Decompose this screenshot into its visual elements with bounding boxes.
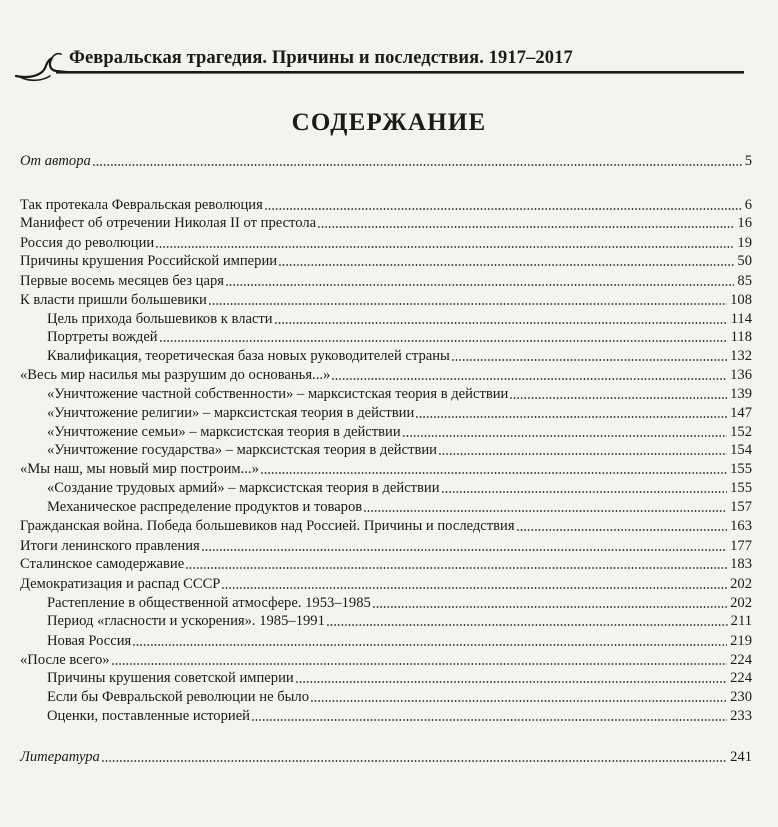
toc-entry-title: Оценки, поставленные историей [47,708,250,724]
toc-entry-page: 136 [730,367,752,383]
toc-entry [47,310,752,328]
toc-entry-title: «Создание трудовых армий» – марксистская теория в действии [47,480,440,496]
dot-leader [452,352,727,362]
table-of-contents [20,0,752,827]
toc-entry-page: 118 [730,329,752,345]
dot-leader [202,542,727,552]
toc-entry-page: 211 [730,613,752,629]
toc-entry [47,347,752,365]
dot-leader [442,484,728,494]
toc-entry-page: 224 [730,670,752,686]
dot-leader [261,465,727,475]
toc-entry-title: Портреты вождей [47,329,158,345]
toc-entry-title: Литература [20,749,100,765]
toc-entry-title: К власти пришли большевики [20,292,207,308]
toc-entry-title: Россия до революции [20,235,155,251]
dot-leader [160,333,728,343]
toc-entry-title: «После всего» [20,652,110,668]
toc-entry-page: 19 [737,235,752,251]
toc-entry-title: «Мы наш, мы новый мир построим...» [20,461,259,477]
dot-leader [364,503,727,513]
toc-entry-title: Причины крушения советской империи [47,670,294,686]
toc-title: СОДЕРЖАНИЕ [291,109,487,136]
toc-entry [20,517,752,535]
toc-entry-page: 114 [730,311,752,327]
toc-entry-title: Сталинское самодержавие [20,556,185,572]
toc-entry [47,385,752,403]
toc-entry [47,669,752,687]
toc-entry [47,441,752,459]
toc-entry [20,460,752,478]
dot-leader [311,693,727,703]
toc-entry [20,196,752,214]
dot-leader [222,580,727,590]
toc-entry-title: Если бы Февральской революции не было [47,689,310,705]
toc-entry-page: 155 [730,480,752,496]
toc-entry-title: «Уничтожение семьи» – марксистская теория в действии [47,424,401,440]
toc-entry-title: Итоги ленинского правления [20,538,200,554]
dot-leader [327,617,728,627]
toc-entry-title: Растепление в общественной атмосфере. 1953–1985 [47,595,371,611]
toc-entry-page: 157 [730,499,752,515]
toc-entry [47,328,752,346]
toc-entry [47,404,752,422]
toc-entry-page: 230 [730,689,752,705]
toc-entry-page: 108 [730,292,752,308]
toc-entry-page: 16 [737,215,752,231]
toc-entry-title: Гражданская война. Победа большевиков над Россией. Причины и последствия [20,518,515,534]
dot-leader [265,201,742,211]
toc-entry-title: Период «гласности и ускорения». 1985–1991 [47,613,325,629]
toc-entry [20,575,752,593]
dot-leader [252,712,727,722]
toc-entry-page: 177 [730,538,752,554]
toc-entry-page: 139 [730,386,752,402]
toc-entry [20,748,752,766]
dot-leader [296,674,727,684]
toc-entry-page: 152 [730,424,752,440]
toc-entry-title: Манифест об отречении Николая II от престола [20,215,317,231]
toc-entry [20,651,752,669]
dot-leader [275,315,728,325]
toc-entry [47,594,752,612]
toc-entry-title: Так протекала Февральская революция [20,197,263,213]
toc-entry-page: 183 [730,556,752,572]
toc-entry [20,537,752,555]
toc-entry-title: «Весь мир насилья мы разрушим до основанья...» [20,367,331,383]
toc-entry [47,612,752,630]
dot-leader [279,257,734,267]
toc-entry-title: Первые восемь месяцев без царя [20,273,224,289]
dot-leader [102,753,727,763]
toc-entry-page: 202 [730,576,752,592]
toc-entry-page: 5 [744,153,752,169]
toc-entry [20,252,752,270]
toc-entry-title: Цель прихода большевиков к власти [47,311,273,327]
dot-leader [439,446,727,456]
dot-leader [112,656,728,666]
toc-entry-page: 50 [737,253,752,269]
dot-leader [416,409,727,419]
toc-entry [20,366,752,384]
toc-entry-title: Причины крушения Российской империи [20,253,278,269]
toc-entry-title: «Уничтожение религии» – марксистская теория в действии [47,405,415,421]
toc-entry [20,272,752,290]
dot-leader [510,390,727,400]
toc-entry [47,688,752,706]
toc-entry [20,152,752,170]
dot-leader [517,522,728,532]
toc-entry-page: 155 [730,461,752,477]
toc-entry-page: 202 [730,595,752,611]
toc-entry-title: Демократизация и распад СССР [20,576,221,592]
toc-entry [47,423,752,441]
toc-entry [20,214,752,232]
toc-entry-page: 241 [730,749,752,765]
toc-entry-page: 132 [730,348,752,364]
toc-entry-page: 219 [730,633,752,649]
dot-leader [156,239,734,249]
toc-entry-title: «Уничтожение частной собственности» – марксистская теория в действии [47,386,509,402]
toc-entry [20,555,752,573]
dot-leader [403,428,727,438]
dot-leader [93,157,742,167]
toc-entry-title: От автора [20,153,91,169]
dot-leader [318,219,734,229]
toc-entry-page: 163 [730,518,752,534]
toc-entry-page: 233 [730,708,752,724]
dot-leader [226,277,734,287]
toc-entry-title: «Уничтожение государства» – марксистская теория в действии [47,442,437,458]
toc-entry-page: 154 [730,442,752,458]
toc-entry [47,498,752,516]
dot-leader [332,371,727,381]
toc-entry-title: Квалификация, теоретическая база новых руководителей страны [47,348,450,364]
toc-entry-title: Механическое распределение продуктов и товаров [47,499,363,515]
dot-leader [373,599,727,609]
toc-entry [47,632,752,650]
toc-entry-page: 224 [730,652,752,668]
toc-entry [47,479,752,497]
toc-entry [20,234,752,252]
toc-entry [47,707,752,725]
toc-entry-page: 85 [737,273,752,289]
dot-leader [133,637,727,647]
toc-entry-page: 6 [744,197,752,213]
toc-entry-page: 147 [730,405,752,421]
dot-leader [186,560,727,570]
toc-entry-title: Новая Россия [47,633,132,649]
dot-leader [209,296,727,306]
running-title: Февральская трагедия. Причины и последствия. 1917–2017 [69,48,573,68]
toc-entry [20,291,752,309]
